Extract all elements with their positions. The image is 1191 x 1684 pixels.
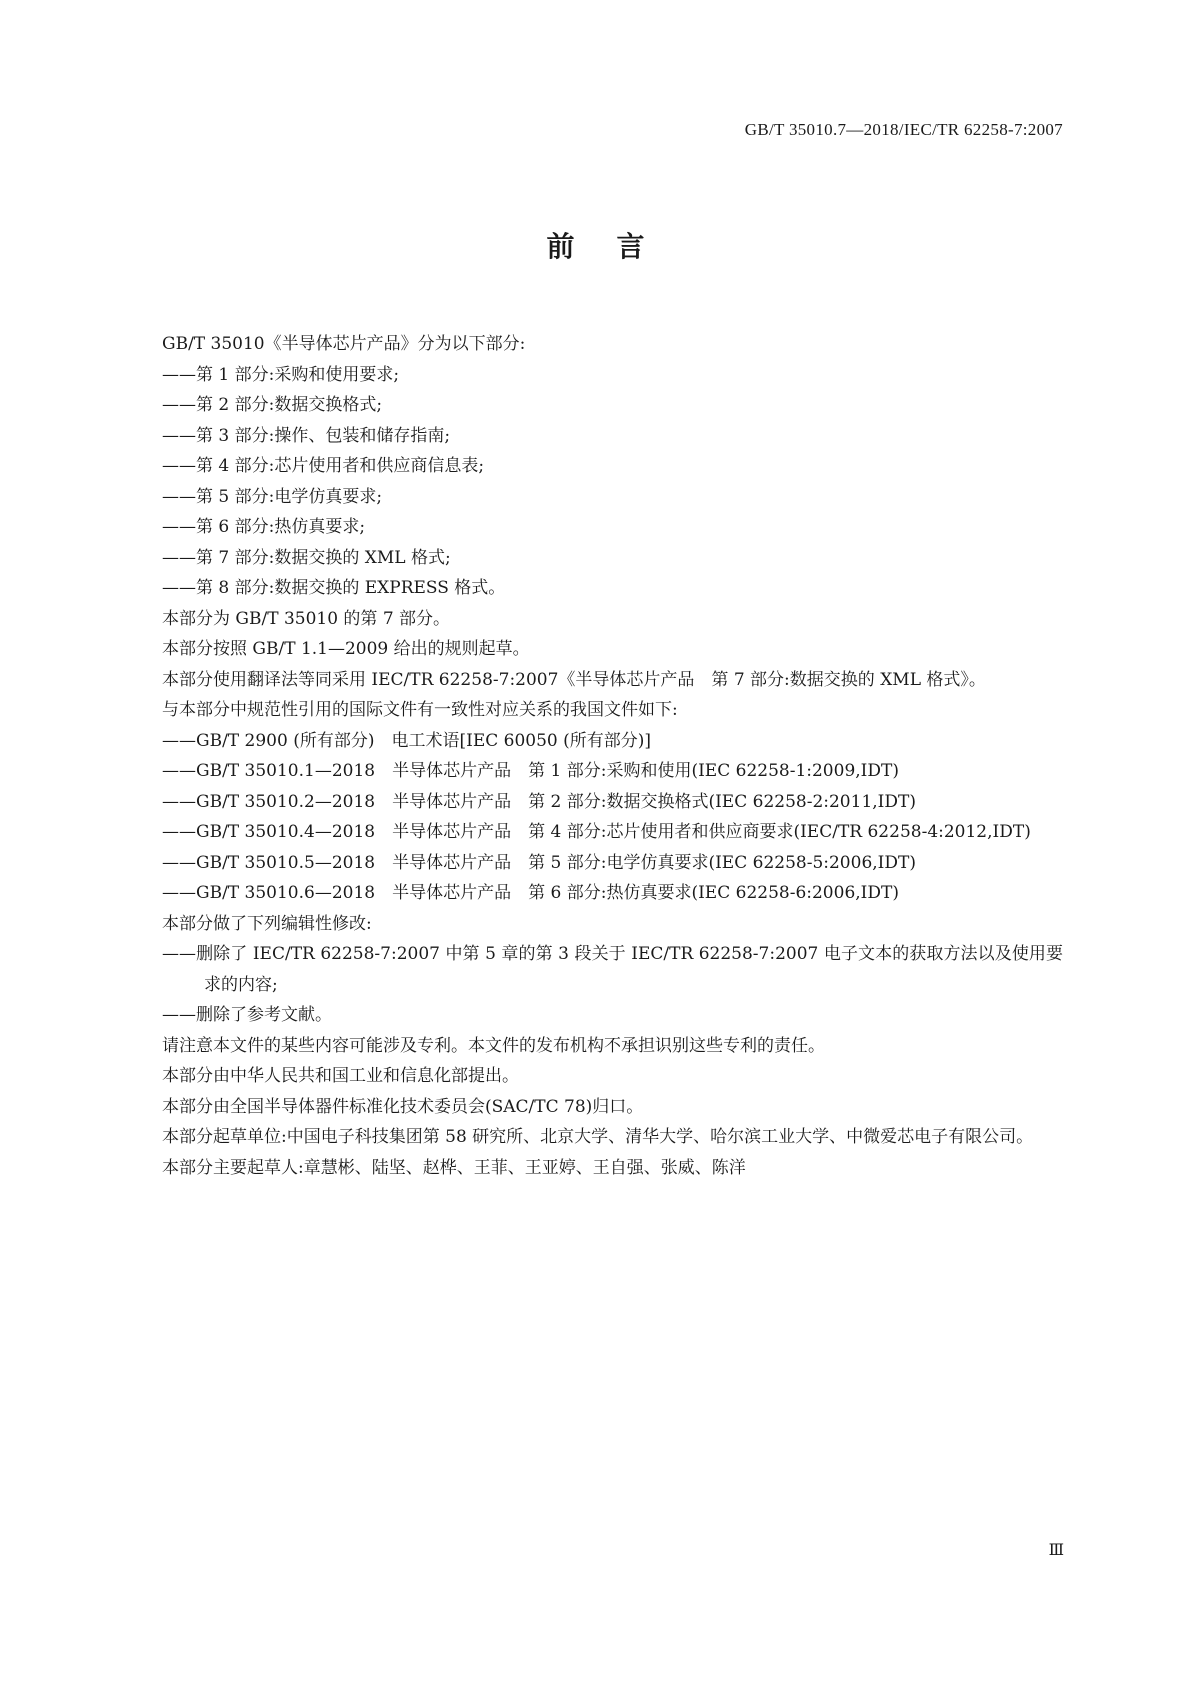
- paragraph-drafting-units: 本部分起草单位:中国电子科技集团第 58 研究所、北京大学、清华大学、哈尔滨工业大学、中微爱芯电子有限公司。: [162, 1127, 1034, 1147]
- foreword-body: [128, 329, 1063, 1183]
- paragraph-drafters: 本部分主要起草人:章慧彬、陆坚、赵桦、王菲、王亚婷、王自强、张威、陈洋: [162, 1157, 746, 1178]
- paragraph-rules: 本部分按照 GB/T 1.1—2009 给出的规则起草。: [162, 639, 530, 659]
- reference-list-item: ——GB/T 35010.4—2018 半导体芯片产品 第 4 部分:芯片使用者和供应商要求(IEC/TR 62258-4:2012,IDT): [162, 822, 1031, 842]
- paragraph-part: 本部分为 GB/T 35010 的第 7 部分。: [162, 608, 451, 629]
- part-list-item: ——第 7 部分:数据交换的 XML 格式;: [162, 547, 451, 568]
- reference-list-item: ——GB/T 35010.6—2018 半导体芯片产品 第 6 部分:热仿真要求(IEC 62258-6:2006,IDT): [162, 883, 899, 903]
- part-list-item: ——第 4 部分:芯片使用者和供应商信息表;: [162, 456, 485, 476]
- series-intro: GB/T 35010《半导体芯片产品》分为以下部分:: [162, 334, 526, 354]
- part-list-item: ——第 6 部分:热仿真要求;: [162, 517, 366, 537]
- page-title: 前言: [546, 230, 687, 263]
- reference-list-item: ——GB/T 35010.1—2018 半导体芯片产品 第 1 部分:采购和使用(IEC 62258-1:2009,IDT): [162, 761, 899, 781]
- reference-list-item: ——GB/T 35010.2—2018 半导体芯片产品 第 2 部分:数据交换格式(IEC 62258-2:2011,IDT): [162, 791, 916, 812]
- paragraph-patent: 请注意本文件的某些内容可能涉及专利。本文件的发布机构不承担识别这些专利的责任。: [162, 1035, 825, 1056]
- paragraph-refs-intro: 与本部分中规范性引用的国际文件有一致性对应关系的我国文件如下:: [162, 700, 678, 720]
- part-list-item: ——第 8 部分:数据交换的 EXPRESS 格式。: [162, 578, 506, 598]
- page-number: Ⅲ: [1048, 1542, 1064, 1559]
- part-list-item: ——第 5 部分:电学仿真要求;: [162, 486, 383, 507]
- part-list-item: ——第 3 部分:操作、包装和储存指南;: [162, 425, 451, 446]
- reference-list-item: ——GB/T 2900 (所有部分) 电工术语[IEC 60050 (所有部分)]: [162, 730, 652, 751]
- part-list-item: ——第 2 部分:数据交换格式;: [162, 395, 383, 415]
- paragraph-edits-intro: 本部分做了下列编辑性修改:: [162, 913, 372, 934]
- edit-list-item: ——删除了 IEC/TR 62258-7:2007 中第 5 章的第 3 段关于 IEC/TR 62258-7:2007 电子文本的获取方法以及使用要求的内容;: [162, 944, 1063, 995]
- part-list-item: ——第 1 部分:采购和使用要求;: [162, 364, 400, 385]
- paragraph-proposed: 本部分由中华人民共和国工业和信息化部提出。: [162, 1066, 519, 1086]
- reference-list-item: ——GB/T 35010.5—2018 半导体芯片产品 第 5 部分:电学仿真要求(IEC 62258-5:2006,IDT): [162, 852, 916, 873]
- paragraph-translation: 本部分使用翻译法等同采用 IEC/TR 62258-7:2007《半导体芯片产品 第 7 部分:数据交换的 XML 格式》。: [162, 669, 986, 690]
- document-id-header: GB/T 35010.7—2018/IEC/TR 62258-7:2007: [744, 120, 1063, 139]
- edit-list-item: ——删除了参考文献。: [162, 1005, 332, 1025]
- paragraph-centralized: 本部分由全国半导体器件标准化技术委员会(SAC/TC 78)归口。: [162, 1096, 644, 1117]
